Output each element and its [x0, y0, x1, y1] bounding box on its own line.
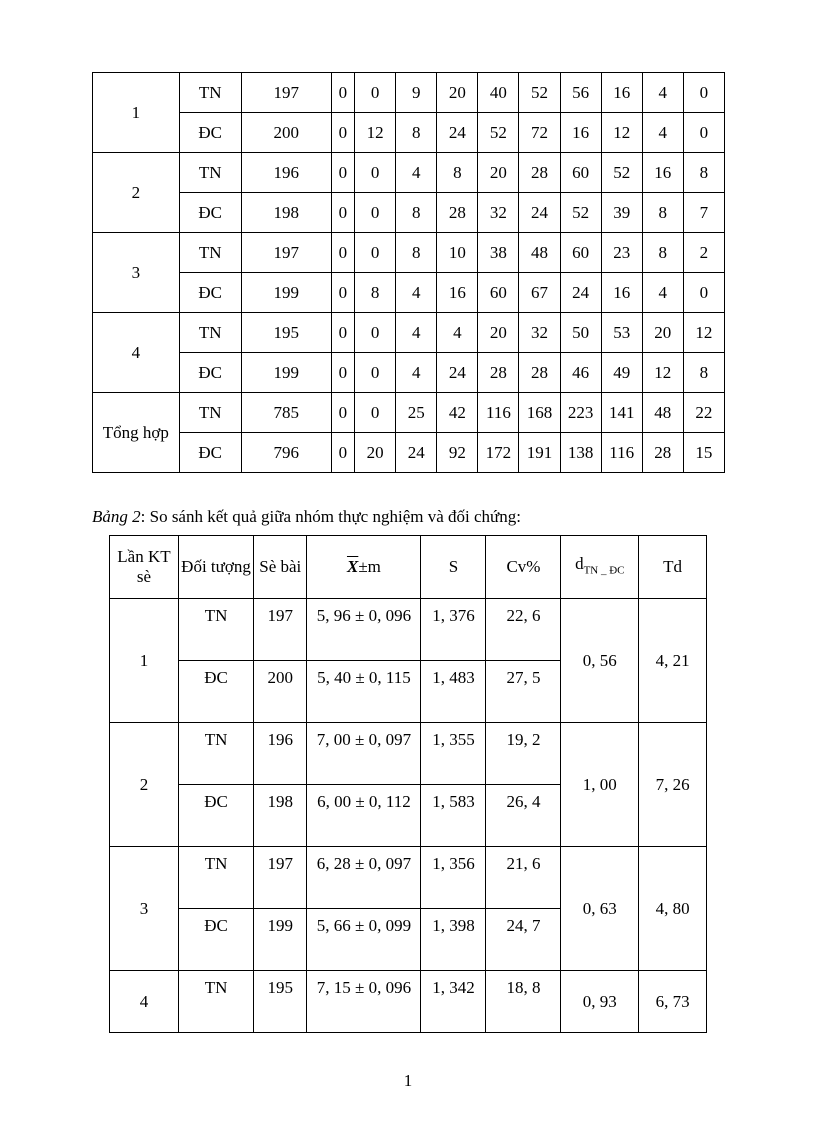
score-count-cell: 25 — [396, 393, 437, 433]
group-type-cell: ĐC — [179, 193, 241, 233]
score-count-cell: 138 — [560, 433, 601, 473]
total-count-cell: 785 — [241, 393, 331, 433]
score-count-cell: 20 — [355, 433, 396, 473]
difference-cell: 1, 00 — [561, 723, 639, 847]
score-count-cell: 0 — [331, 313, 354, 353]
header-so-bai: Sè bài — [254, 536, 307, 599]
score-count-cell: 10 — [437, 233, 478, 273]
mean-cell: 6, 28 ± 0, 097 — [307, 847, 421, 909]
group-type-cell: TN — [179, 313, 241, 353]
score-count-cell: 0 — [331, 113, 354, 153]
comparison-table-header — [110, 536, 707, 599]
score-count-cell: 16 — [560, 113, 601, 153]
score-count-cell: 24 — [519, 193, 560, 233]
score-count-cell: 8 — [642, 193, 683, 233]
sample-size-cell: 197 — [254, 847, 307, 909]
group-type-cell: ĐC — [179, 113, 241, 153]
cv-cell: 22, 6 — [486, 599, 561, 661]
score-count-cell: 60 — [560, 233, 601, 273]
group-type-cell: TN — [179, 393, 241, 433]
cv-cell: 26, 4 — [486, 785, 561, 847]
group-type-cell: ĐC — [179, 353, 241, 393]
header-cv: Cv% — [486, 536, 561, 599]
score-count-cell: 56 — [560, 73, 601, 113]
total-count-cell: 196 — [241, 153, 331, 193]
std-dev-cell: 1, 356 — [421, 847, 486, 909]
score-count-cell: 28 — [642, 433, 683, 473]
score-count-cell: 4 — [396, 273, 437, 313]
score-count-cell: 52 — [519, 73, 560, 113]
score-count-cell: 0 — [355, 233, 396, 273]
test-number-cell: 4 — [93, 313, 180, 393]
score-count-cell: 4 — [396, 353, 437, 393]
total-count-cell: 199 — [241, 353, 331, 393]
score-count-cell: 40 — [478, 73, 519, 113]
score-count-cell: 52 — [560, 193, 601, 233]
score-count-cell: 0 — [331, 153, 354, 193]
score-count-cell: 4 — [642, 73, 683, 113]
distribution-row — [93, 113, 725, 153]
table2-caption-text: : So sánh kết quả giữa nhóm thực nghiệm và đối chứng: — [140, 507, 521, 526]
score-count-cell: 46 — [560, 353, 601, 393]
total-count-cell: 198 — [241, 193, 331, 233]
difference-cell: 0, 56 — [561, 599, 639, 723]
sample-size-cell: 196 — [254, 723, 307, 785]
score-count-cell: 0 — [355, 353, 396, 393]
test-number-cell: 4 — [110, 971, 179, 1033]
header-s: S — [421, 536, 486, 599]
cv-cell: 19, 2 — [486, 723, 561, 785]
score-count-cell: 0 — [331, 433, 354, 473]
score-count-cell: 0 — [331, 353, 354, 393]
score-count-cell: 24 — [437, 113, 478, 153]
mean-cell: 5, 66 ± 0, 099 — [307, 909, 421, 971]
score-count-cell: 9 — [396, 73, 437, 113]
score-count-cell: 0 — [683, 73, 724, 113]
distribution-row — [93, 233, 725, 273]
mean-cell: 6, 00 ± 0, 112 — [307, 785, 421, 847]
group-type-cell: TN — [179, 153, 241, 193]
table2-caption-title: Bảng 2 — [92, 507, 141, 526]
distribution-row — [93, 313, 725, 353]
td-cell: 6, 73 — [639, 971, 707, 1033]
std-dev-cell: 1, 376 — [421, 599, 486, 661]
score-count-cell: 0 — [355, 73, 396, 113]
comparison-row — [110, 723, 707, 785]
header-d — [561, 536, 639, 599]
total-count-cell: 199 — [241, 273, 331, 313]
mean-cell: 7, 15 ± 0, 096 — [307, 971, 421, 1033]
td-cell: 4, 80 — [639, 847, 707, 971]
score-count-cell: 20 — [437, 73, 478, 113]
td-cell: 7, 26 — [639, 723, 707, 847]
d-sub: TN _ ĐC — [583, 564, 625, 577]
sample-size-cell: 197 — [254, 599, 307, 661]
score-count-cell: 0 — [331, 233, 354, 273]
score-count-cell: 8 — [642, 233, 683, 273]
total-count-cell: 197 — [241, 233, 331, 273]
score-count-cell: 22 — [683, 393, 724, 433]
mean-suffix: ±m — [358, 557, 381, 576]
comparison-table-body — [110, 599, 707, 1033]
cv-cell: 21, 6 — [486, 847, 561, 909]
score-count-cell: 4 — [642, 273, 683, 313]
td-cell: 4, 21 — [639, 599, 707, 723]
score-count-cell: 42 — [437, 393, 478, 433]
score-count-cell: 16 — [601, 273, 642, 313]
score-count-cell: 116 — [478, 393, 519, 433]
comparison-row — [110, 847, 707, 909]
score-count-cell: 0 — [331, 193, 354, 233]
score-count-cell: 20 — [642, 313, 683, 353]
total-count-cell: 796 — [241, 433, 331, 473]
score-distribution-table — [92, 72, 725, 473]
comparison-row — [110, 599, 707, 661]
score-count-cell: 8 — [396, 113, 437, 153]
difference-cell: 0, 63 — [561, 847, 639, 971]
total-count-cell: 200 — [241, 113, 331, 153]
std-dev-cell: 1, 483 — [421, 661, 486, 723]
score-count-cell: 8 — [396, 233, 437, 273]
comparison-table — [109, 535, 707, 1033]
header-td: Td — [639, 536, 707, 599]
score-count-cell: 72 — [519, 113, 560, 153]
score-count-cell: 12 — [683, 313, 724, 353]
group-type-cell: ĐC — [179, 433, 241, 473]
group-type-cell: TN — [178, 847, 253, 909]
score-count-cell: 8 — [437, 153, 478, 193]
sample-size-cell: 195 — [254, 971, 307, 1033]
score-count-cell: 16 — [437, 273, 478, 313]
score-count-cell: 2 — [683, 233, 724, 273]
score-count-cell: 4 — [642, 113, 683, 153]
sample-size-cell: 200 — [254, 661, 307, 723]
group-type-cell: TN — [178, 599, 253, 661]
score-count-cell: 4 — [396, 153, 437, 193]
score-count-cell: 24 — [560, 273, 601, 313]
test-number-cell: 2 — [93, 153, 180, 233]
group-type-cell: ĐC — [178, 785, 253, 847]
std-dev-cell: 1, 583 — [421, 785, 486, 847]
score-count-cell: 32 — [478, 193, 519, 233]
score-count-cell: 0 — [331, 273, 354, 313]
distribution-row — [93, 273, 725, 313]
score-count-cell: 12 — [355, 113, 396, 153]
score-count-cell: 168 — [519, 393, 560, 433]
table2-caption — [92, 507, 521, 527]
score-count-cell: 0 — [355, 193, 396, 233]
distribution-row — [93, 393, 725, 433]
test-number-cell: 3 — [93, 233, 180, 313]
score-count-cell: 38 — [478, 233, 519, 273]
score-count-cell: 7 — [683, 193, 724, 233]
score-count-cell: 24 — [437, 353, 478, 393]
total-count-cell: 195 — [241, 313, 331, 353]
score-count-cell: 49 — [601, 353, 642, 393]
page-number: 1 — [403, 1071, 413, 1090]
score-count-cell: 28 — [519, 353, 560, 393]
sample-size-cell: 199 — [254, 909, 307, 971]
header-doi-tuong: Đối tượng — [178, 536, 253, 599]
group-type-cell: ĐC — [179, 273, 241, 313]
score-count-cell: 60 — [478, 273, 519, 313]
header-lan-kt: Lần KT sè — [110, 536, 179, 599]
score-count-cell: 48 — [642, 393, 683, 433]
score-count-cell: 172 — [478, 433, 519, 473]
score-count-cell: 191 — [519, 433, 560, 473]
distribution-row — [93, 153, 725, 193]
score-count-cell: 0 — [355, 153, 396, 193]
group-type-cell: TN — [179, 73, 241, 113]
score-count-cell: 0 — [683, 273, 724, 313]
score-count-cell: 0 — [355, 313, 396, 353]
score-count-cell: 28 — [519, 153, 560, 193]
score-count-cell: 24 — [396, 433, 437, 473]
score-count-cell: 223 — [560, 393, 601, 433]
score-count-cell: 4 — [437, 313, 478, 353]
score-count-cell: 53 — [601, 313, 642, 353]
score-count-cell: 8 — [683, 153, 724, 193]
score-count-cell: 15 — [683, 433, 724, 473]
cv-cell: 27, 5 — [486, 661, 561, 723]
header-mean — [307, 536, 421, 599]
score-count-cell: 39 — [601, 193, 642, 233]
score-count-cell: 20 — [478, 153, 519, 193]
std-dev-cell: 1, 355 — [421, 723, 486, 785]
test-number-cell: 1 — [110, 599, 179, 723]
std-dev-cell: 1, 342 — [421, 971, 486, 1033]
distribution-row — [93, 353, 725, 393]
score-count-cell: 20 — [478, 313, 519, 353]
score-count-cell: 67 — [519, 273, 560, 313]
score-count-cell: 0 — [683, 113, 724, 153]
group-type-cell: TN — [179, 233, 241, 273]
score-distribution-body — [93, 73, 725, 473]
score-count-cell: 50 — [560, 313, 601, 353]
score-count-cell: 0 — [355, 393, 396, 433]
mean-cell: 5, 40 ± 0, 115 — [307, 661, 421, 723]
score-count-cell: 52 — [478, 113, 519, 153]
score-count-cell: 16 — [601, 73, 642, 113]
score-count-cell: 12 — [642, 353, 683, 393]
cv-cell: 18, 8 — [486, 971, 561, 1033]
test-number-cell: 2 — [110, 723, 179, 847]
score-count-cell: 116 — [601, 433, 642, 473]
score-count-cell: 12 — [601, 113, 642, 153]
sample-size-cell: 198 — [254, 785, 307, 847]
header-row — [110, 536, 707, 599]
score-count-cell: 8 — [396, 193, 437, 233]
score-count-cell: 0 — [331, 73, 354, 113]
mean-cell: 7, 00 ± 0, 097 — [307, 723, 421, 785]
distribution-row — [93, 73, 725, 113]
score-count-cell: 52 — [601, 153, 642, 193]
score-count-cell: 23 — [601, 233, 642, 273]
total-count-cell: 197 — [241, 73, 331, 113]
group-type-cell: TN — [178, 723, 253, 785]
d-main: d — [575, 553, 584, 573]
distribution-row — [93, 193, 725, 233]
score-count-cell: 32 — [519, 313, 560, 353]
score-count-cell: 8 — [355, 273, 396, 313]
mean-cell: 5, 96 ± 0, 096 — [307, 599, 421, 661]
test-number-cell: 1 — [93, 73, 180, 153]
score-count-cell: 0 — [331, 393, 354, 433]
group-type-cell: ĐC — [178, 909, 253, 971]
cv-cell: 24, 7 — [486, 909, 561, 971]
difference-cell: 0, 93 — [561, 971, 639, 1033]
score-count-cell: 8 — [683, 353, 724, 393]
test-number-cell: Tổng hợp — [93, 393, 180, 473]
score-count-cell: 28 — [437, 193, 478, 233]
group-type-cell: TN — [178, 971, 253, 1033]
score-count-cell: 16 — [642, 153, 683, 193]
score-count-cell: 92 — [437, 433, 478, 473]
score-count-cell: 28 — [478, 353, 519, 393]
score-count-cell: 60 — [560, 153, 601, 193]
distribution-row — [93, 433, 725, 473]
score-count-cell: 4 — [396, 313, 437, 353]
mean-symbol: $\overline{X}$ — [346, 557, 359, 576]
score-count-cell: 141 — [601, 393, 642, 433]
score-count-cell: 48 — [519, 233, 560, 273]
test-number-cell: 3 — [110, 847, 179, 971]
comparison-row — [110, 971, 707, 1033]
group-type-cell: ĐC — [178, 661, 253, 723]
std-dev-cell: 1, 398 — [421, 909, 486, 971]
